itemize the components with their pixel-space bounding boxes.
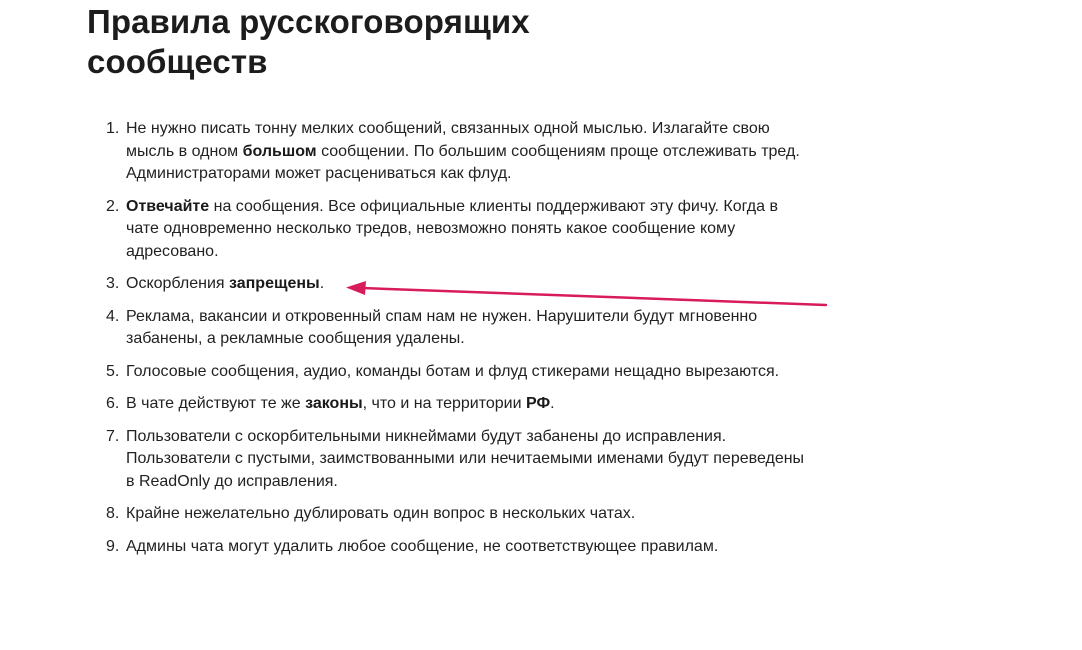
rule-text (126, 198, 778, 260)
rule-number: 5. (106, 362, 120, 380)
rule-text-fragment: сообщении. По большим сообщениям проще отслеживать тред. Администраторами может расцениваться как флуд. (126, 142, 800, 182)
rule-text-fragment: Реклама, вакансии и откровенный спам нам не нужен. Нарушители будут мгновенно забанены, а рекламные сообщения удалены. (126, 307, 758, 347)
rule-text-fragment: Не нужно писать тонну мелких сообщений, связанных одной мыслью. Излагайте свою мысль в одном (126, 120, 770, 160)
rule-number: 6. (106, 395, 120, 412)
rule-text (126, 275, 324, 292)
rule-item-8 (106, 503, 806, 526)
rule-number: 3. (106, 275, 120, 292)
rule-number: 8. (106, 505, 120, 522)
rule-text-fragment: на сообщения. Все официальные клиенты поддерживают эту фичу. Когда в чате одновременно несколько тредов, невозможно понять какое сообщение кому адресовано. (126, 197, 778, 260)
rule-text-fragment: Админы чата могут удалить любое сообщение, не соответствующее правилам. (126, 537, 719, 555)
rules-list (106, 118, 806, 568)
rule-number: 7. (106, 427, 120, 445)
rule-number: 9. (106, 537, 120, 555)
page-title (87, 2, 707, 82)
rule-item-7 (106, 426, 806, 494)
rule-text-bold: законы (305, 395, 363, 412)
rule-item-5 (106, 361, 806, 384)
rule-text-fragment: Оскорбления (126, 275, 229, 292)
rule-text (126, 505, 635, 522)
rule-text-fragment: Пользователи с оскорбительными никнеймами будут забанены до исправления. Пользователи с пустыми, заимствованными или нечитаемыми именами будут переведены в ReadOnly до исправления. (126, 427, 805, 490)
rule-text (126, 363, 779, 380)
rule-text (126, 120, 800, 182)
rule-text-bold: запрещены (228, 275, 320, 292)
rule-text-fragment: . (550, 395, 555, 412)
rule-item-1 (106, 118, 806, 186)
rule-text-bold: Отвечайте (126, 197, 210, 215)
rule-item-2 (106, 196, 806, 264)
rule-item-6 (106, 393, 806, 416)
rule-text (126, 308, 757, 348)
rule-item-4 (106, 306, 806, 351)
rule-number: 4. (106, 307, 120, 325)
rule-text-fragment: . (319, 275, 325, 292)
rule-text (126, 395, 555, 412)
rule-item-9 (106, 536, 806, 559)
rule-text-bold: РФ (525, 395, 551, 412)
rule-item-3 (106, 273, 806, 296)
rule-text-fragment: Крайне нежелательно дублировать один вопрос в нескольких чатах. (126, 505, 636, 522)
rule-text-fragment: , что и на территории (362, 395, 526, 412)
rule-text-fragment: В чате действуют те же (126, 395, 306, 412)
page-title-line-2: сообществ (87, 43, 268, 80)
rule-text-bold: большом (242, 142, 317, 160)
page-title-line-1: Правила русскоговорящих (87, 3, 530, 40)
rule-text (126, 538, 718, 555)
rule-text (126, 428, 804, 490)
rule-number: 2. (106, 197, 120, 215)
rule-text-fragment: Голосовые сообщения, аудио, команды ботам и флуд стикерами нещадно вырезаются. (126, 362, 780, 380)
rule-number: 1. (106, 120, 120, 137)
